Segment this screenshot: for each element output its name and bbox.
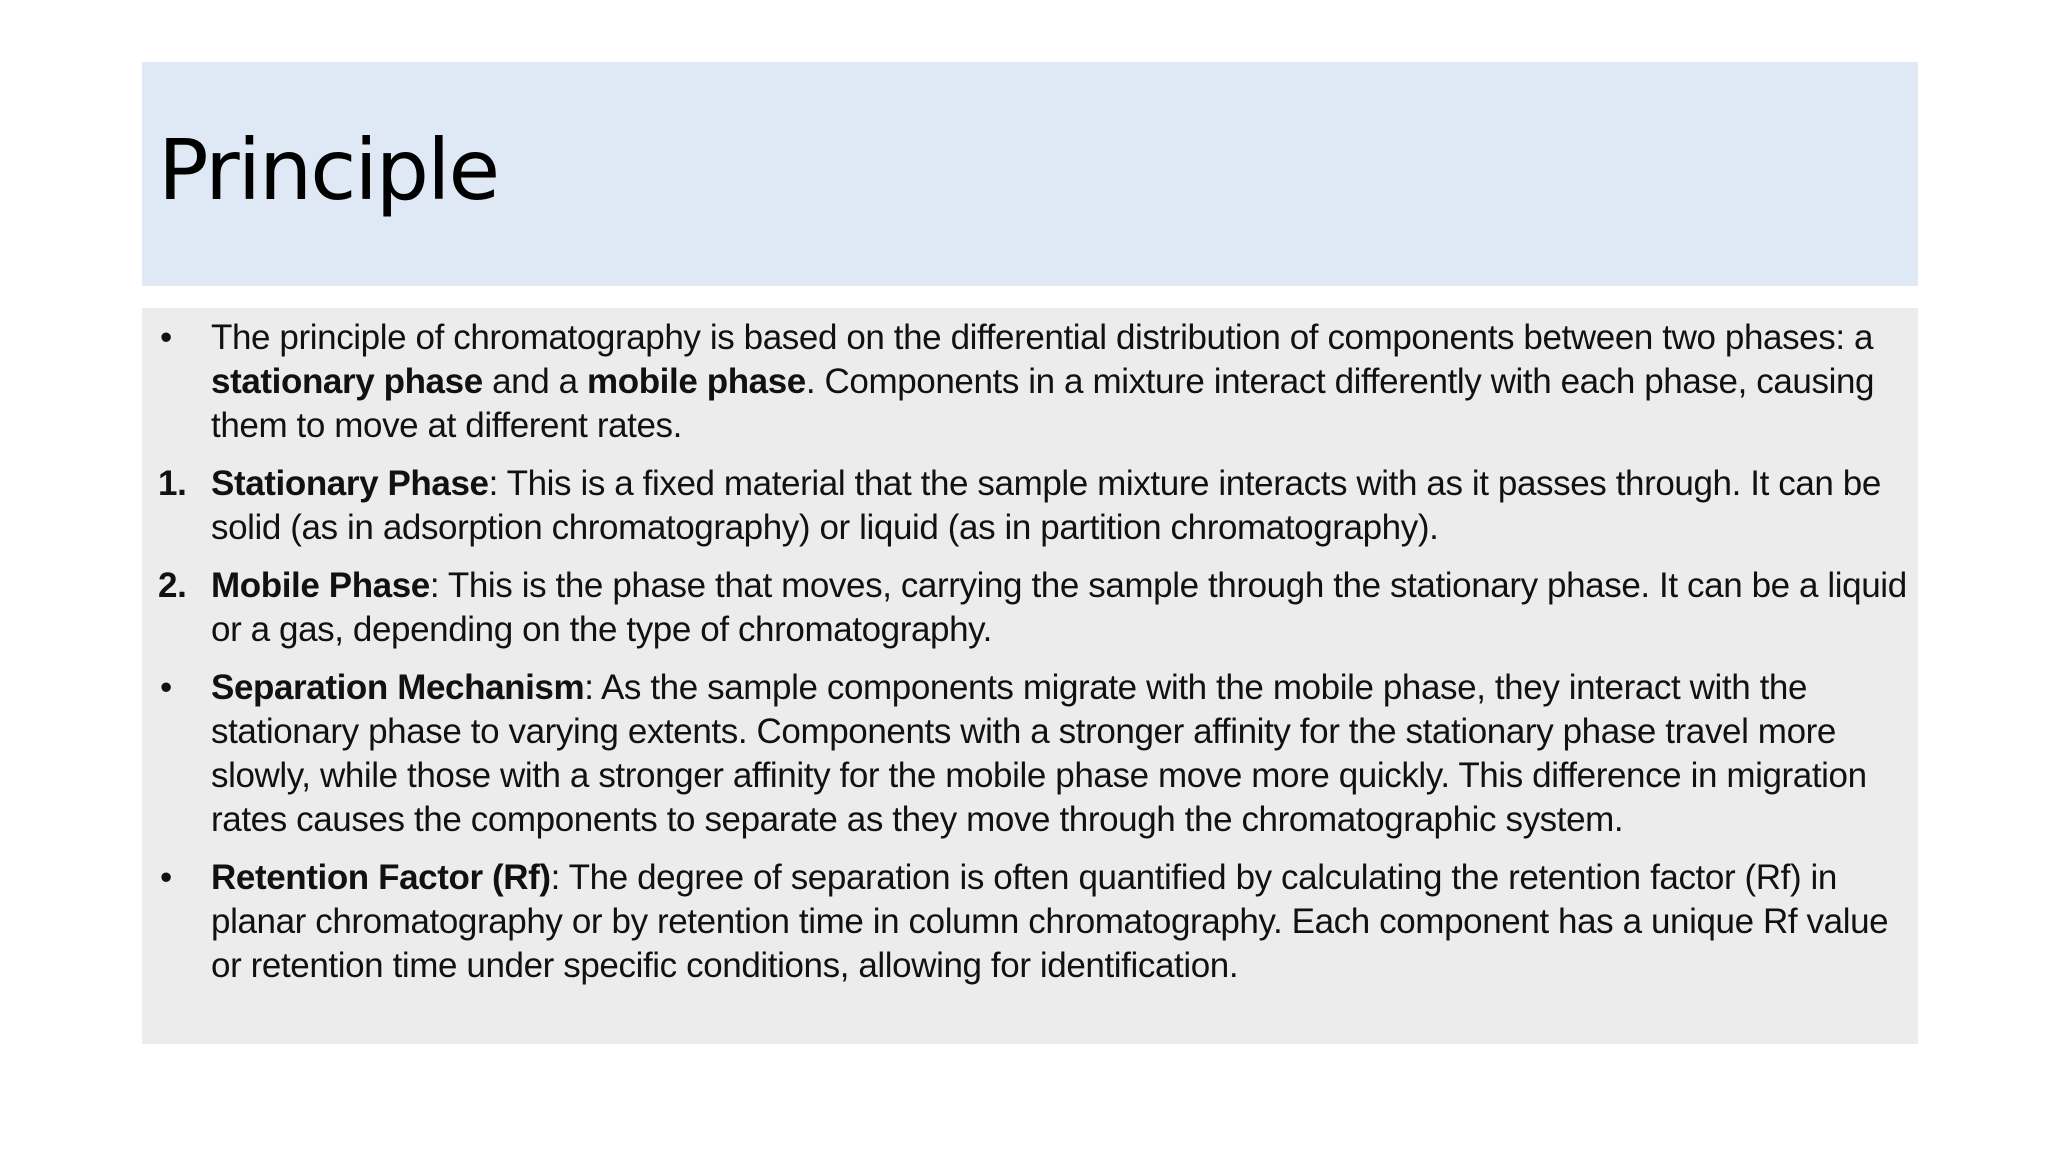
text-run: . Components in a mixture interact differently with each phase, causing them to move at different rates. [211, 362, 1875, 445]
list-item [158, 666, 1908, 842]
bullet-marker: • [160, 318, 172, 357]
list-item [158, 564, 1908, 652]
text-run: : This is the phase that moves, carrying the sample through the stationary phase. It can be a liquid or a gas, depending on the type of chromatography. [211, 566, 1907, 649]
list-item [158, 462, 1908, 550]
list-item-text [211, 858, 1888, 985]
bold-term: Mobile Phase [211, 566, 430, 605]
list-item-text [211, 464, 1881, 547]
bold-term: Retention Factor (Rf) [211, 858, 551, 897]
text-run: : The degree of separation is often quantified by calculating the retention factor (Rf) in planar chromatography or by retention time in column chromatography. Each component has a unique Rf value or retention time under specific conditions, allowing for identification. [211, 858, 1889, 985]
number-marker: 2. [158, 566, 187, 605]
bold-term: stationary phase [211, 362, 483, 401]
text-run: The principle of chromatography is based on the differential distribution of components between two phases: a [211, 318, 1874, 357]
slide-title: Principle [158, 121, 499, 219]
bullet-list [158, 316, 1908, 1002]
number-marker: 1. [158, 464, 187, 503]
list-item-text [211, 566, 1907, 649]
bold-term: Stationary Phase [211, 464, 489, 503]
title-banner [142, 62, 1918, 286]
text-run: and a [482, 362, 587, 401]
bold-term: mobile phase [587, 362, 806, 401]
bullet-marker: • [160, 668, 172, 707]
list-item [158, 856, 1908, 988]
bold-term: Separation Mechanism [211, 668, 585, 707]
list-item [158, 316, 1908, 448]
text-run: : This is a fixed material that the sample mixture interacts with as it passes through. It can be solid (as in adsorption chromatography) or liquid (as in partition chromatography). [211, 464, 1881, 547]
list-item-text [211, 668, 1867, 839]
bullet-marker: • [160, 858, 172, 897]
content-panel [142, 308, 1918, 1044]
text-run: : As the sample components migrate with the mobile phase, they interact with the stationary phase to varying extents. Components with a stronger affinity for the stationary phase travel more slowly, while those with a stronger affinity for the mobile phase move more quickly. This difference in migration rates causes the components to separate as they move through the chromatographic system. [211, 668, 1867, 839]
list-item-text [211, 318, 1874, 445]
